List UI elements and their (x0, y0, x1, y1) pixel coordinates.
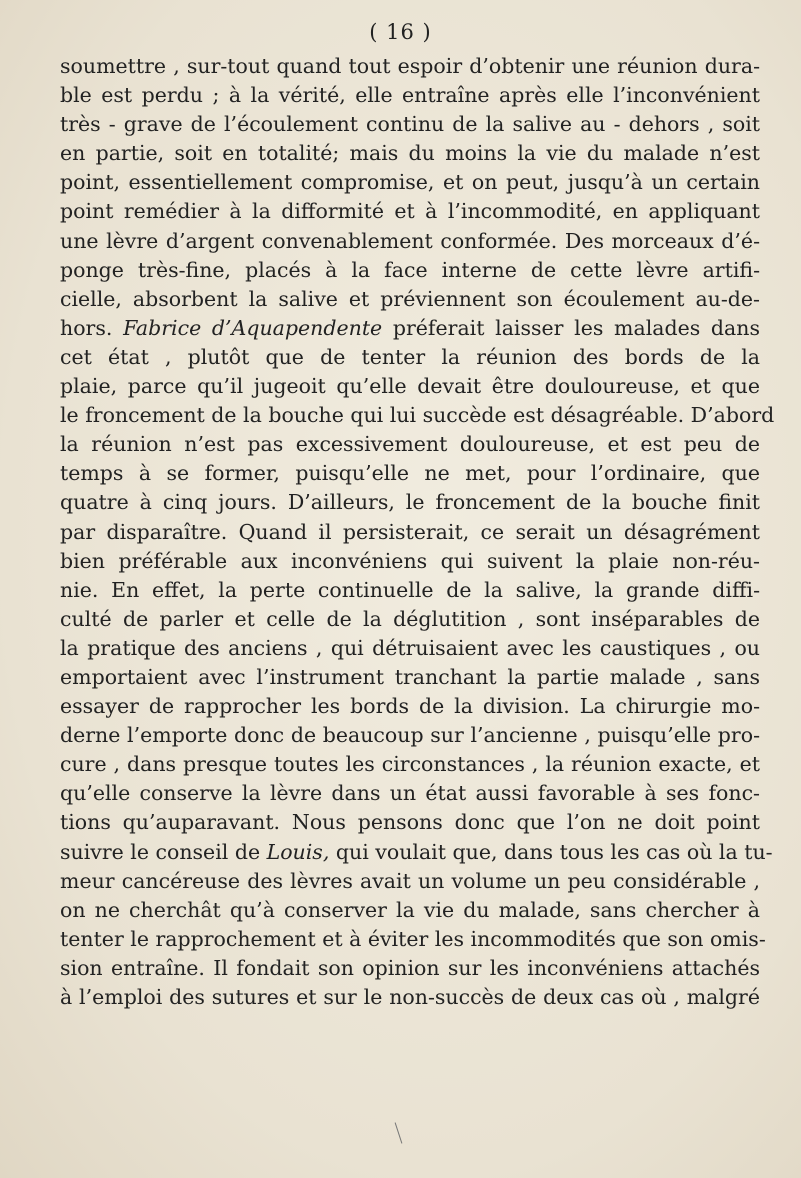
text-line (60, 605, 760, 634)
text-line (60, 663, 760, 692)
text-line (60, 896, 760, 925)
text-line (60, 983, 760, 1012)
text-line (60, 750, 760, 779)
text-segment: en partie, soit en totalité; mais du moins la vie du malade n’est (60, 141, 760, 166)
text-segment: qu’elle conserve la lèvre dans un état aussi favorable à ses fonc- (60, 781, 760, 806)
text-segment: ble est perdu ; à la vérité, elle entraîne après elle l’inconvénient (60, 83, 760, 108)
text-line (60, 401, 775, 430)
text-segment: bien préférable aux inconvéniens qui suivent la plaie non-réu- (60, 548, 760, 573)
text-segment: par disparaître. Quand il persisterait, ce serait un désagrément (60, 519, 760, 544)
text-segment: culté de parler et celle de la déglutition , sont inséparables de (60, 606, 760, 631)
text-line (60, 808, 760, 837)
text-segment: sion entraîne. Il fondait son opinion sur les inconvéniens attachés (60, 955, 760, 980)
text-segment: on ne cherchât qu’à conserver la vie du malade, sans chercher à (60, 897, 760, 922)
text-line (60, 256, 760, 285)
text-segment: cet état , plutôt que de tenter la réunion des bords de la (60, 344, 760, 369)
text-segment: emportaient avec l’instrument tranchant la partie malade , sans (60, 664, 760, 689)
text-line (60, 227, 760, 256)
text-segment: à l’emploi des sutures et sur le non-succès de deux cas où , malgré (60, 985, 760, 1009)
text-line (60, 838, 773, 867)
text-line (60, 634, 760, 663)
text-line (60, 488, 760, 517)
text-line (60, 314, 760, 343)
text-segment: nie. En effet, la perte continuelle de la salive, la grande diffi- (60, 577, 760, 602)
text-segment: hors. (60, 315, 124, 340)
text-line (60, 52, 760, 81)
text-line (60, 197, 760, 226)
text-segment: préferait laisser les malades dans (382, 315, 760, 340)
text-segment: qui voulait que, dans tous les cas où la tu- (329, 839, 773, 864)
text-segment: quatre à cinq jours. D’ailleurs, le froncement de la bouche finit (60, 490, 760, 515)
text-line (60, 430, 760, 459)
text-segment: cure , dans presque toutes les circonstances , la réunion exacte, et (60, 752, 760, 777)
text-line (60, 925, 766, 954)
text-line (60, 721, 760, 750)
italic-name: Louis, (266, 839, 330, 864)
text-line (60, 139, 760, 168)
text-line (60, 867, 760, 896)
text-line (60, 954, 760, 983)
text-segment: la réunion n’est pas excessivement douloureuse, et est peu de (60, 432, 760, 457)
text-line (60, 779, 760, 808)
text-segment: derne l’emporte donc de beaucoup sur l’ancienne , puisqu’elle pro- (60, 723, 760, 748)
text-segment: cielle, absorbent la salive et préviennent son écoulement au-de- (60, 286, 760, 311)
text-segment: soumettre , sur-tout quand tout espoir d’obtenir une réunion dura- (60, 54, 760, 78)
text-line (60, 81, 760, 110)
text-segment: point remédier à la difformité et à l’incommodité, en appliquant (60, 199, 760, 224)
text-segment: une lèvre d’argent convenablement conformée. Des morceaux d’é- (60, 228, 760, 253)
text-line (60, 110, 760, 139)
text-segment: essayer de rapprocher les bords de la division. La chirurgie mo- (60, 694, 760, 719)
text-line (60, 576, 760, 605)
text-line (60, 168, 760, 197)
stray-mark (395, 1122, 403, 1143)
text-line (60, 372, 760, 401)
text-segment: tions qu’auparavant. Nous pensons donc que l’on ne doit point (60, 810, 760, 835)
text-line (60, 343, 760, 372)
text-line (60, 692, 760, 721)
text-segment: ponge très-fine, placés à la face interne de cette lèvre artifi- (60, 257, 760, 282)
text-segment: meur cancéreuse des lèvres avait un volume un peu considérable , (60, 868, 760, 893)
page-number: ( 16 ) (369, 20, 432, 44)
text-line (60, 459, 760, 488)
text-segment: tenter le rapprochement et à éviter les incommodités que son omis- (60, 926, 766, 951)
text-segment: plaie, parce qu’il jugeoit qu’elle devait être douloureuse, et que (60, 374, 760, 399)
text-line (60, 285, 760, 314)
text-segment: la pratique des anciens , qui détruisaient avec les caustiques , ou (60, 635, 760, 660)
text-segment: point, essentiellement compromise, et on peut, jusqu’à un certain (60, 170, 760, 195)
text-segment: temps à se former, puisqu’elle ne met, pour l’ordinaire, que (60, 461, 760, 486)
italic-name: Fabrice d’Aquapendente (123, 315, 383, 340)
text-segment: suivre le conseil de (60, 839, 267, 864)
body-text (60, 52, 775, 1012)
text-line (60, 518, 760, 547)
text-line (60, 547, 760, 576)
text-segment: le froncement de la bouche qui lui succède est désagréable. D’abord (60, 403, 775, 428)
text-segment: très - grave de l’écoulement continu de la salive au - dehors , soit (60, 112, 760, 137)
